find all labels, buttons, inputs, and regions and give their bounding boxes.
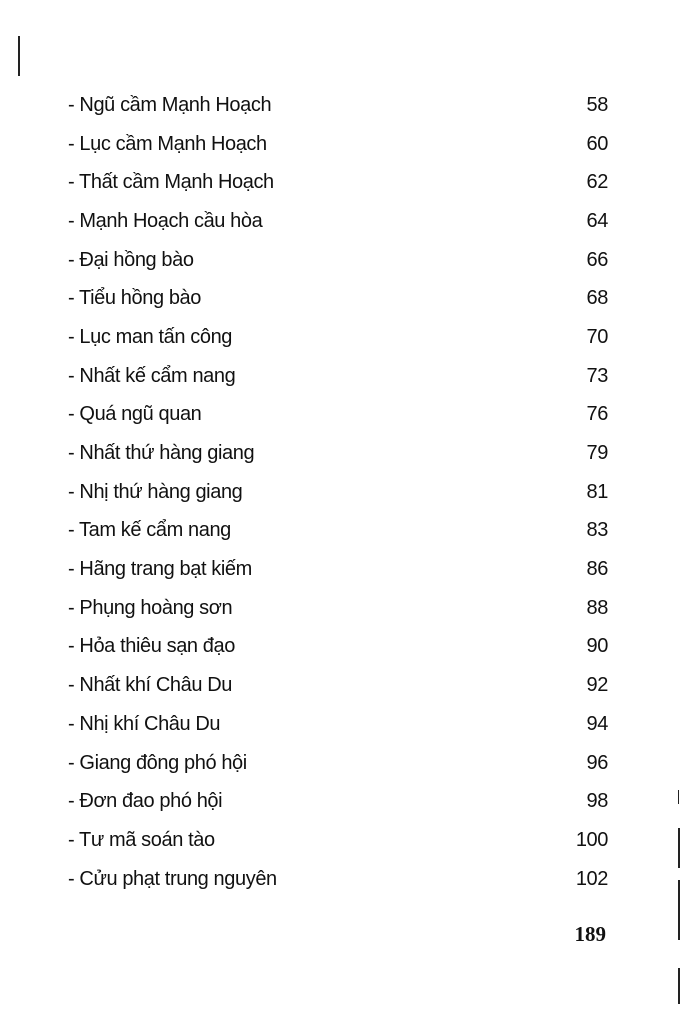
toc-entry: [68, 860, 608, 899]
toc-title: - Nhị khí Châu Du: [68, 712, 221, 735]
toc-entry: [68, 434, 608, 473]
toc-page-number: 62: [586, 171, 608, 194]
toc-page-number: 92: [586, 674, 608, 697]
toc-page-number: 83: [586, 519, 608, 542]
toc-entry: [68, 163, 608, 202]
toc-title: - Hãng trang bạt kiếm: [68, 558, 252, 581]
table-of-contents: [68, 86, 608, 898]
toc-title: - Mạnh Hoạch cầu hòa: [68, 209, 263, 232]
toc-entry: [68, 86, 608, 125]
right-edge-mark: [678, 828, 680, 868]
toc-entry: [68, 821, 608, 860]
toc-page-number: 60: [586, 132, 608, 155]
toc-entry: [68, 589, 608, 628]
toc-title: - Nhất khí Châu Du: [68, 674, 232, 697]
toc-page-number: 102: [575, 867, 608, 890]
toc-title: - Thất cầm Mạnh Hoạch: [68, 171, 274, 194]
toc-title: - Lục man tấn công: [68, 325, 233, 348]
right-edge-mark: [678, 880, 680, 940]
toc-title: - Đại hồng bào: [68, 248, 194, 271]
toc-page-number: 73: [586, 364, 608, 387]
toc-entry: [68, 782, 608, 821]
right-edge-mark: [678, 790, 679, 804]
toc-page-number: 58: [586, 93, 608, 116]
toc-page-number: 98: [586, 790, 608, 813]
page-number-folio: 189: [574, 922, 606, 946]
toc-title: - Hỏa thiêu sạn đạo: [68, 635, 235, 658]
toc-entry: [68, 550, 608, 589]
toc-title: - Cửu phạt trung nguyên: [68, 867, 277, 890]
toc-entry: [68, 125, 608, 164]
toc-entry: [68, 279, 608, 318]
toc-entry: [68, 202, 608, 241]
toc-title: - Đơn đao phó hội: [68, 790, 223, 813]
toc-entry: [68, 318, 608, 357]
toc-entry: [68, 396, 608, 435]
toc-entry: [68, 666, 608, 705]
toc-page-number: 79: [586, 442, 608, 465]
toc-page-number: 100: [575, 828, 608, 851]
toc-entry: [68, 512, 608, 551]
toc-title: - Phụng hoàng sơn: [68, 596, 233, 619]
toc-entry: [68, 357, 608, 396]
toc-page-number: 81: [586, 480, 608, 503]
toc-entry: [68, 473, 608, 512]
toc-page-number: 94: [586, 712, 608, 735]
toc-page-number: 88: [586, 596, 608, 619]
toc-title: - Giang đông phó hội: [68, 751, 247, 774]
toc-title: - Tiểu hồng bào: [68, 287, 201, 310]
toc-title: - Tư mã soán tào: [68, 828, 215, 851]
toc-title: - Nhất kế cẩm nang: [68, 364, 236, 387]
toc-page-number: 68: [586, 287, 608, 310]
toc-title: - Lục cầm Mạnh Hoạch: [68, 132, 267, 155]
toc-page-number: 70: [586, 325, 608, 348]
toc-page-number: 96: [586, 751, 608, 774]
toc-page-number: 76: [586, 403, 608, 426]
right-edge-mark: [678, 968, 680, 1004]
toc-entry: [68, 744, 608, 783]
toc-page-number: 90: [586, 635, 608, 658]
toc-page-number: 86: [586, 558, 608, 581]
toc-title: - Quá ngũ quan: [68, 403, 202, 426]
toc-entry: [68, 628, 608, 667]
toc-title: - Nhị thứ hàng giang: [68, 480, 243, 503]
toc-title: - Nhất thứ hàng giang: [68, 442, 255, 465]
toc-page-number: 66: [586, 248, 608, 271]
toc-entry: [68, 705, 608, 744]
toc-page-number: 64: [586, 209, 608, 232]
toc-title: - Tam kế cẩm nang: [68, 519, 231, 542]
left-margin-line: [18, 36, 20, 76]
toc-entry: [68, 241, 608, 280]
toc-title: - Ngũ cầm Mạnh Hoạch: [68, 93, 272, 116]
